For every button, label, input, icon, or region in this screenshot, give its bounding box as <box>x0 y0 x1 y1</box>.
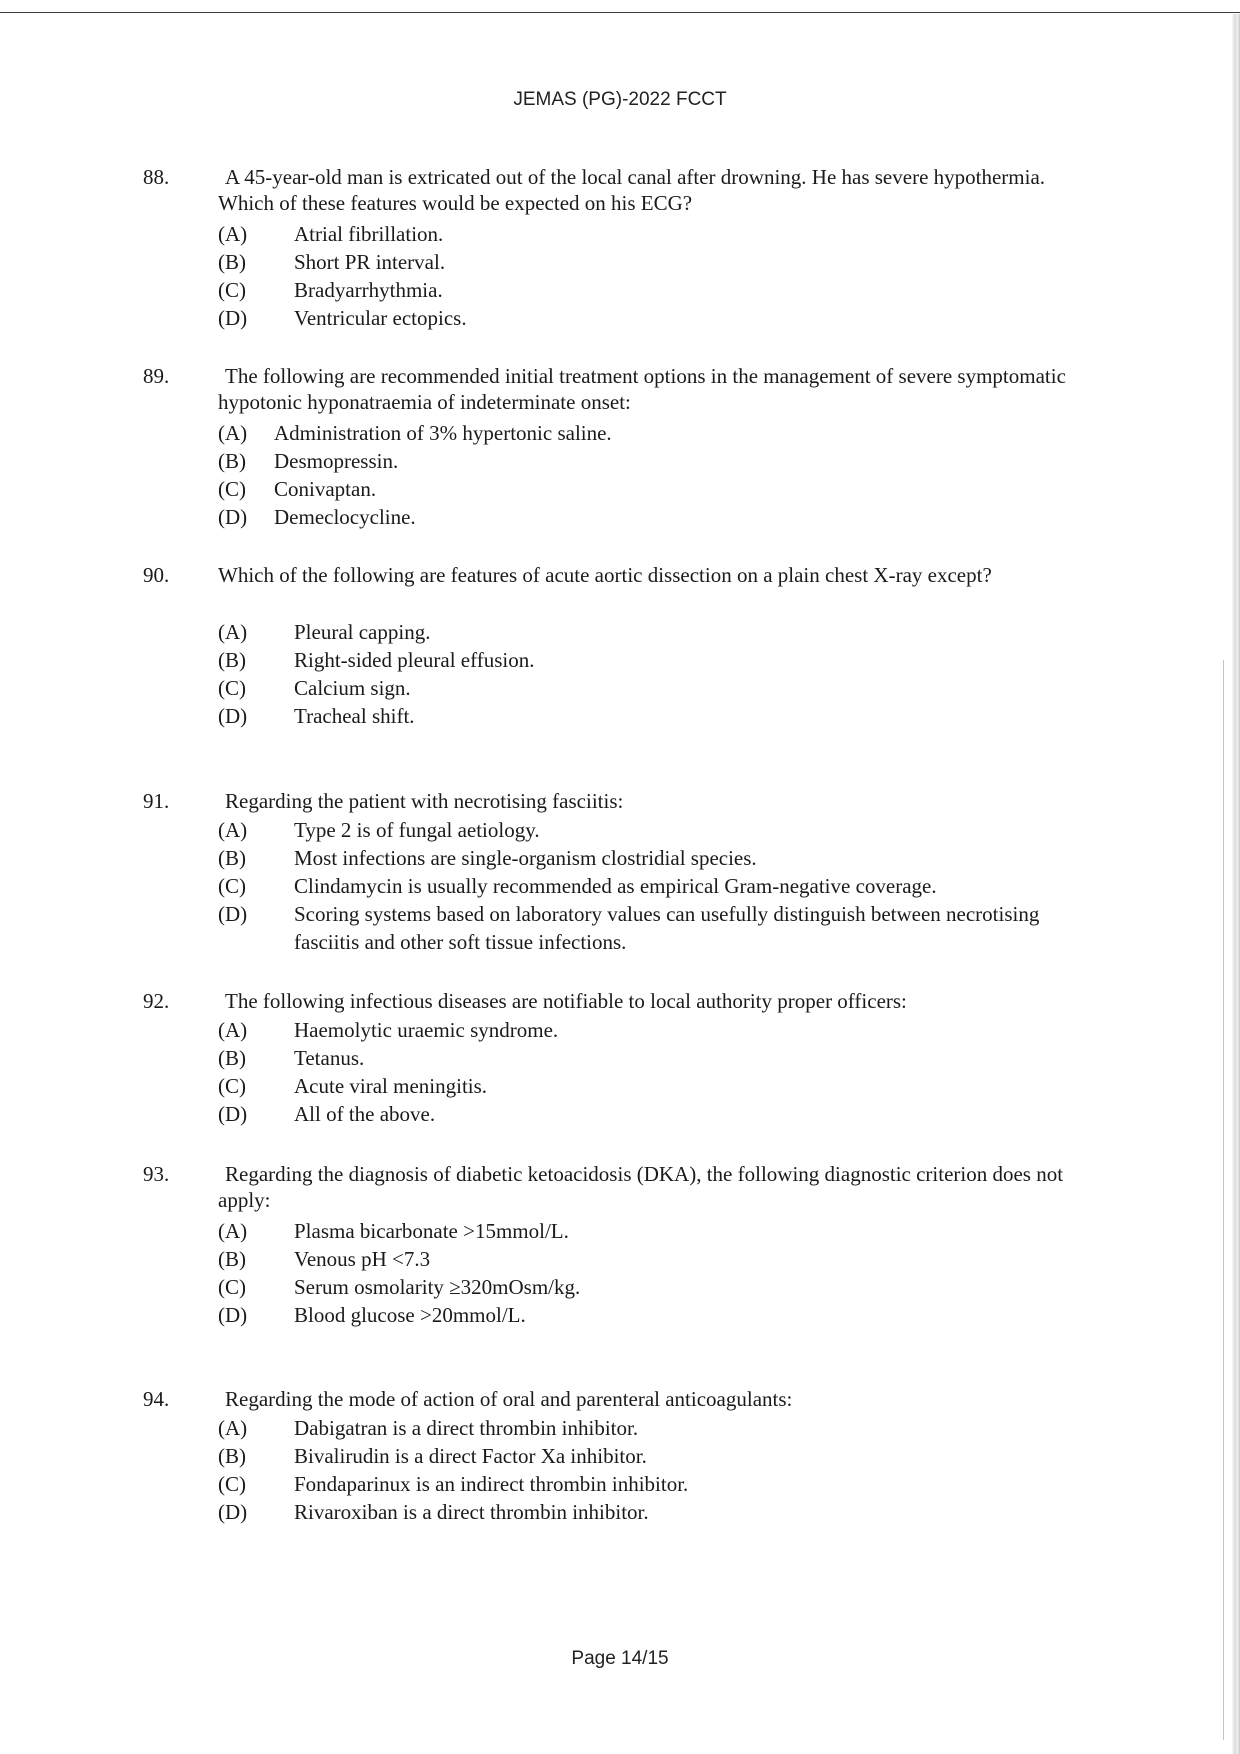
option-a <box>218 1414 1078 1442</box>
option-c <box>218 674 1078 702</box>
option-text: Conivaptan. <box>274 477 377 501</box>
option-d <box>218 900 1078 956</box>
option-text: Tetanus. <box>294 1046 365 1070</box>
option-letter: (A) <box>218 620 248 644</box>
option-a <box>218 1217 1078 1245</box>
option-letter: (D) <box>218 306 248 330</box>
option-letter: (A) <box>218 421 248 445</box>
option-b <box>218 447 1078 475</box>
option-text: Demeclocycline. <box>274 505 416 529</box>
option-text: Scoring systems based on laboratory values can usefully distinguish between necrotising fasciitis and other soft tissue infections. <box>294 902 1040 954</box>
question-text: Regarding the patient with necrotising fasciitis: <box>225 789 624 813</box>
option-letter: (C) <box>218 1074 246 1098</box>
option-d <box>218 1301 1078 1329</box>
question-text: The following infectious diseases are notifiable to local authority proper officers: <box>225 989 907 1013</box>
option-text: Acute viral meningitis. <box>294 1074 488 1098</box>
option-text: Dabigatran is a direct thrombin inhibitor. <box>294 1416 639 1440</box>
options-list <box>218 816 1078 956</box>
option-d <box>218 1100 1078 1128</box>
option-a <box>218 618 1078 646</box>
page-footer: Page 14/15 <box>571 1648 669 1669</box>
question-number: 94. <box>143 1387 170 1411</box>
option-b <box>218 1044 1078 1072</box>
option-a <box>218 1016 1078 1044</box>
option-letter: (D) <box>218 1102 248 1126</box>
question-text: Regarding the diagnosis of diabetic ketoacidosis (DKA), the following diagnostic criterion does not apply: <box>218 1162 1064 1212</box>
option-letter: (C) <box>218 477 246 501</box>
options-list <box>218 419 1078 531</box>
options-list <box>218 618 1078 730</box>
option-b <box>218 1442 1078 1470</box>
option-text: Short PR interval. <box>294 250 446 274</box>
option-a <box>218 816 1078 844</box>
option-letter: (B) <box>218 648 246 672</box>
top-border-line <box>0 12 1240 13</box>
option-text: Pleural capping. <box>294 620 431 644</box>
option-b <box>218 646 1078 674</box>
option-text: Bivalirudin is a direct Factor Xa inhibitor. <box>294 1444 647 1468</box>
option-text: Haemolytic uraemic syndrome. <box>294 1018 559 1042</box>
option-c <box>218 1470 1078 1498</box>
option-letter: (A) <box>218 1018 248 1042</box>
option-d <box>218 304 1078 332</box>
option-letter: (A) <box>218 1219 248 1243</box>
question-text: The following are recommended initial treatment options in the management of severe symptomatic hypotonic hyponatraemia of indeterminate onset: <box>218 364 1066 414</box>
option-text: Right-sided pleural effusion. <box>294 648 535 672</box>
option-c <box>218 1273 1078 1301</box>
option-text: Ventricular ectopics. <box>294 306 467 330</box>
option-a <box>218 419 1078 447</box>
option-letter: (C) <box>218 1472 246 1496</box>
option-text: Clindamycin is usually recommended as empirical Gram-negative coverage. <box>294 874 937 898</box>
option-c <box>218 1072 1078 1100</box>
question-text: A 45-year-old man is extricated out of the local canal after drowning. He has severe hypothermia. Which of these features would be expected on his ECG? <box>218 165 1046 215</box>
question-number: 91. <box>143 789 170 813</box>
option-letter: (B) <box>218 1247 246 1271</box>
option-letter: (C) <box>218 874 246 898</box>
option-text: Bradyarrhythmia. <box>294 278 443 302</box>
option-letter: (A) <box>218 818 248 842</box>
option-text: Calcium sign. <box>294 676 411 700</box>
options-list <box>218 220 1078 332</box>
option-letter: (A) <box>218 222 248 246</box>
option-c <box>218 475 1078 503</box>
page-header: JEMAS (PG)-2022 FCCT <box>513 89 727 110</box>
option-letter: (D) <box>218 704 248 728</box>
option-text: Desmopressin. <box>274 449 399 473</box>
option-letter: (B) <box>218 846 246 870</box>
option-letter: (C) <box>218 676 246 700</box>
option-letter: (D) <box>218 902 248 926</box>
option-b <box>218 248 1078 276</box>
question-number: 88. <box>143 165 170 189</box>
option-c <box>218 276 1078 304</box>
question-text: Which of the following are features of acute aortic dissection on a plain chest X-ray except? <box>218 563 992 587</box>
options-list <box>218 1217 1078 1329</box>
option-text: Venous pH <7.3 <box>294 1247 431 1271</box>
option-letter: (B) <box>218 1046 246 1070</box>
question-number: 92. <box>143 989 170 1013</box>
scan-edge-shadow <box>1232 14 1240 1754</box>
option-letter: (A) <box>218 1416 248 1440</box>
option-c <box>218 872 1078 900</box>
option-letter: (C) <box>218 278 246 302</box>
option-letter: (B) <box>218 250 246 274</box>
option-text: Rivaroxiban is a direct thrombin inhibitor. <box>294 1500 649 1524</box>
options-list <box>218 1016 1078 1128</box>
option-letter: (D) <box>218 1500 248 1524</box>
option-text: Most infections are single-organism clostridial species. <box>294 846 757 870</box>
option-letter: (D) <box>218 1303 248 1327</box>
option-a <box>218 220 1078 248</box>
option-b <box>218 1245 1078 1273</box>
question-text: Regarding the mode of action of oral and parenteral anticoagulants: <box>225 1387 793 1411</box>
option-b <box>218 844 1078 872</box>
option-d <box>218 702 1078 730</box>
option-letter: (B) <box>218 1444 246 1468</box>
option-text: Type 2 is of fungal aetiology. <box>294 818 540 842</box>
option-text: Fondaparinux is an indirect thrombin inhibitor. <box>294 1472 689 1496</box>
option-text: Tracheal shift. <box>294 704 415 728</box>
option-d <box>218 1498 1078 1526</box>
option-text: Administration of 3% hypertonic saline. <box>274 421 612 445</box>
option-text: Blood glucose >20mmol/L. <box>294 1303 526 1327</box>
option-letter: (D) <box>218 505 248 529</box>
option-text: Plasma bicarbonate >15mmol/L. <box>294 1219 569 1243</box>
option-letter: (C) <box>218 1275 246 1299</box>
options-list <box>218 1414 1078 1526</box>
option-text: Atrial fibrillation. <box>294 222 444 246</box>
option-d <box>218 503 1078 531</box>
question-number: 93. <box>143 1162 170 1186</box>
option-letter: (B) <box>218 449 246 473</box>
question-number: 90. <box>143 563 170 587</box>
question-number: 89. <box>143 364 170 388</box>
option-text: All of the above. <box>294 1102 436 1126</box>
scan-edge-line <box>1223 660 1224 1740</box>
option-text: Serum osmolarity ≥320mOsm/kg. <box>294 1275 581 1299</box>
